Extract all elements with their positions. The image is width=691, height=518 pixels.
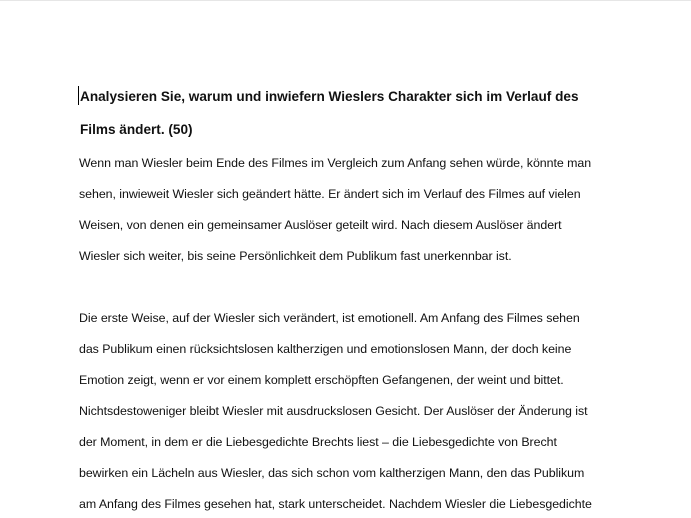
paragraph-2-line-3[interactable]: Emotion zeigt, wenn er vor einem komplett erschöpften Gefangenen, der weint und bittet.: [79, 373, 564, 387]
paragraph-2-line-7[interactable]: am Anfang des Filmes gesehen hat, stark unterscheidet. Nachdem Wiesler die Liebesgedichte: [79, 497, 592, 511]
paragraph-1-line-1[interactable]: Wenn man Wiesler beim Ende des Filmes im Vergleich zum Anfang sehen würde, könnte man: [79, 156, 592, 170]
paragraph-2-line-5[interactable]: der Moment, in dem er die Liebesgedichte Brechts liest – die Liebesgedichte von Brecht: [79, 435, 557, 449]
paragraph-2-line-4[interactable]: Nichtsdestoweniger bleibt Wiesler mit ausdruckslosen Gesicht. Der Auslöser der Änderung ist: [79, 404, 588, 418]
paragraph-2-line-1[interactable]: Die erste Weise, auf der Wiesler sich verändert, ist emotionell. Am Anfang des Filmes sehen: [79, 311, 580, 325]
paragraph-1-line-4[interactable]: Wiesler sich weiter, bis seine Persönlichkeit dem Publikum fast unerkennbar ist.: [79, 249, 512, 263]
paragraph-2-line-2[interactable]: das Publikum einen rücksichtslosen kaltherzigen und emotionslosen Mann, der doch keine: [79, 342, 572, 356]
paragraph-2-line-6[interactable]: bewirken ein Lächeln aus Wiesler, das sich schon vom kaltherzigen Mann, den das Publikum: [79, 466, 585, 480]
text-cursor: [78, 86, 79, 105]
paragraph-1-line-2[interactable]: sehen, inwieweit Wiesler sich geändert hätte. Er ändert sich im Verlauf des Filmes auf vielen: [79, 187, 581, 201]
essay-heading-line-1[interactable]: Analysieren Sie, warum und inwiefern Wieslers Charakter sich im Verlauf des: [80, 89, 579, 104]
essay-heading-line-2[interactable]: Films ändert. (50): [80, 122, 193, 137]
paragraph-1-line-3[interactable]: Weisen, von denen ein gemeinsamer Auslöser geteilt wird. Nach diesem Auslöser ändert: [79, 218, 562, 232]
